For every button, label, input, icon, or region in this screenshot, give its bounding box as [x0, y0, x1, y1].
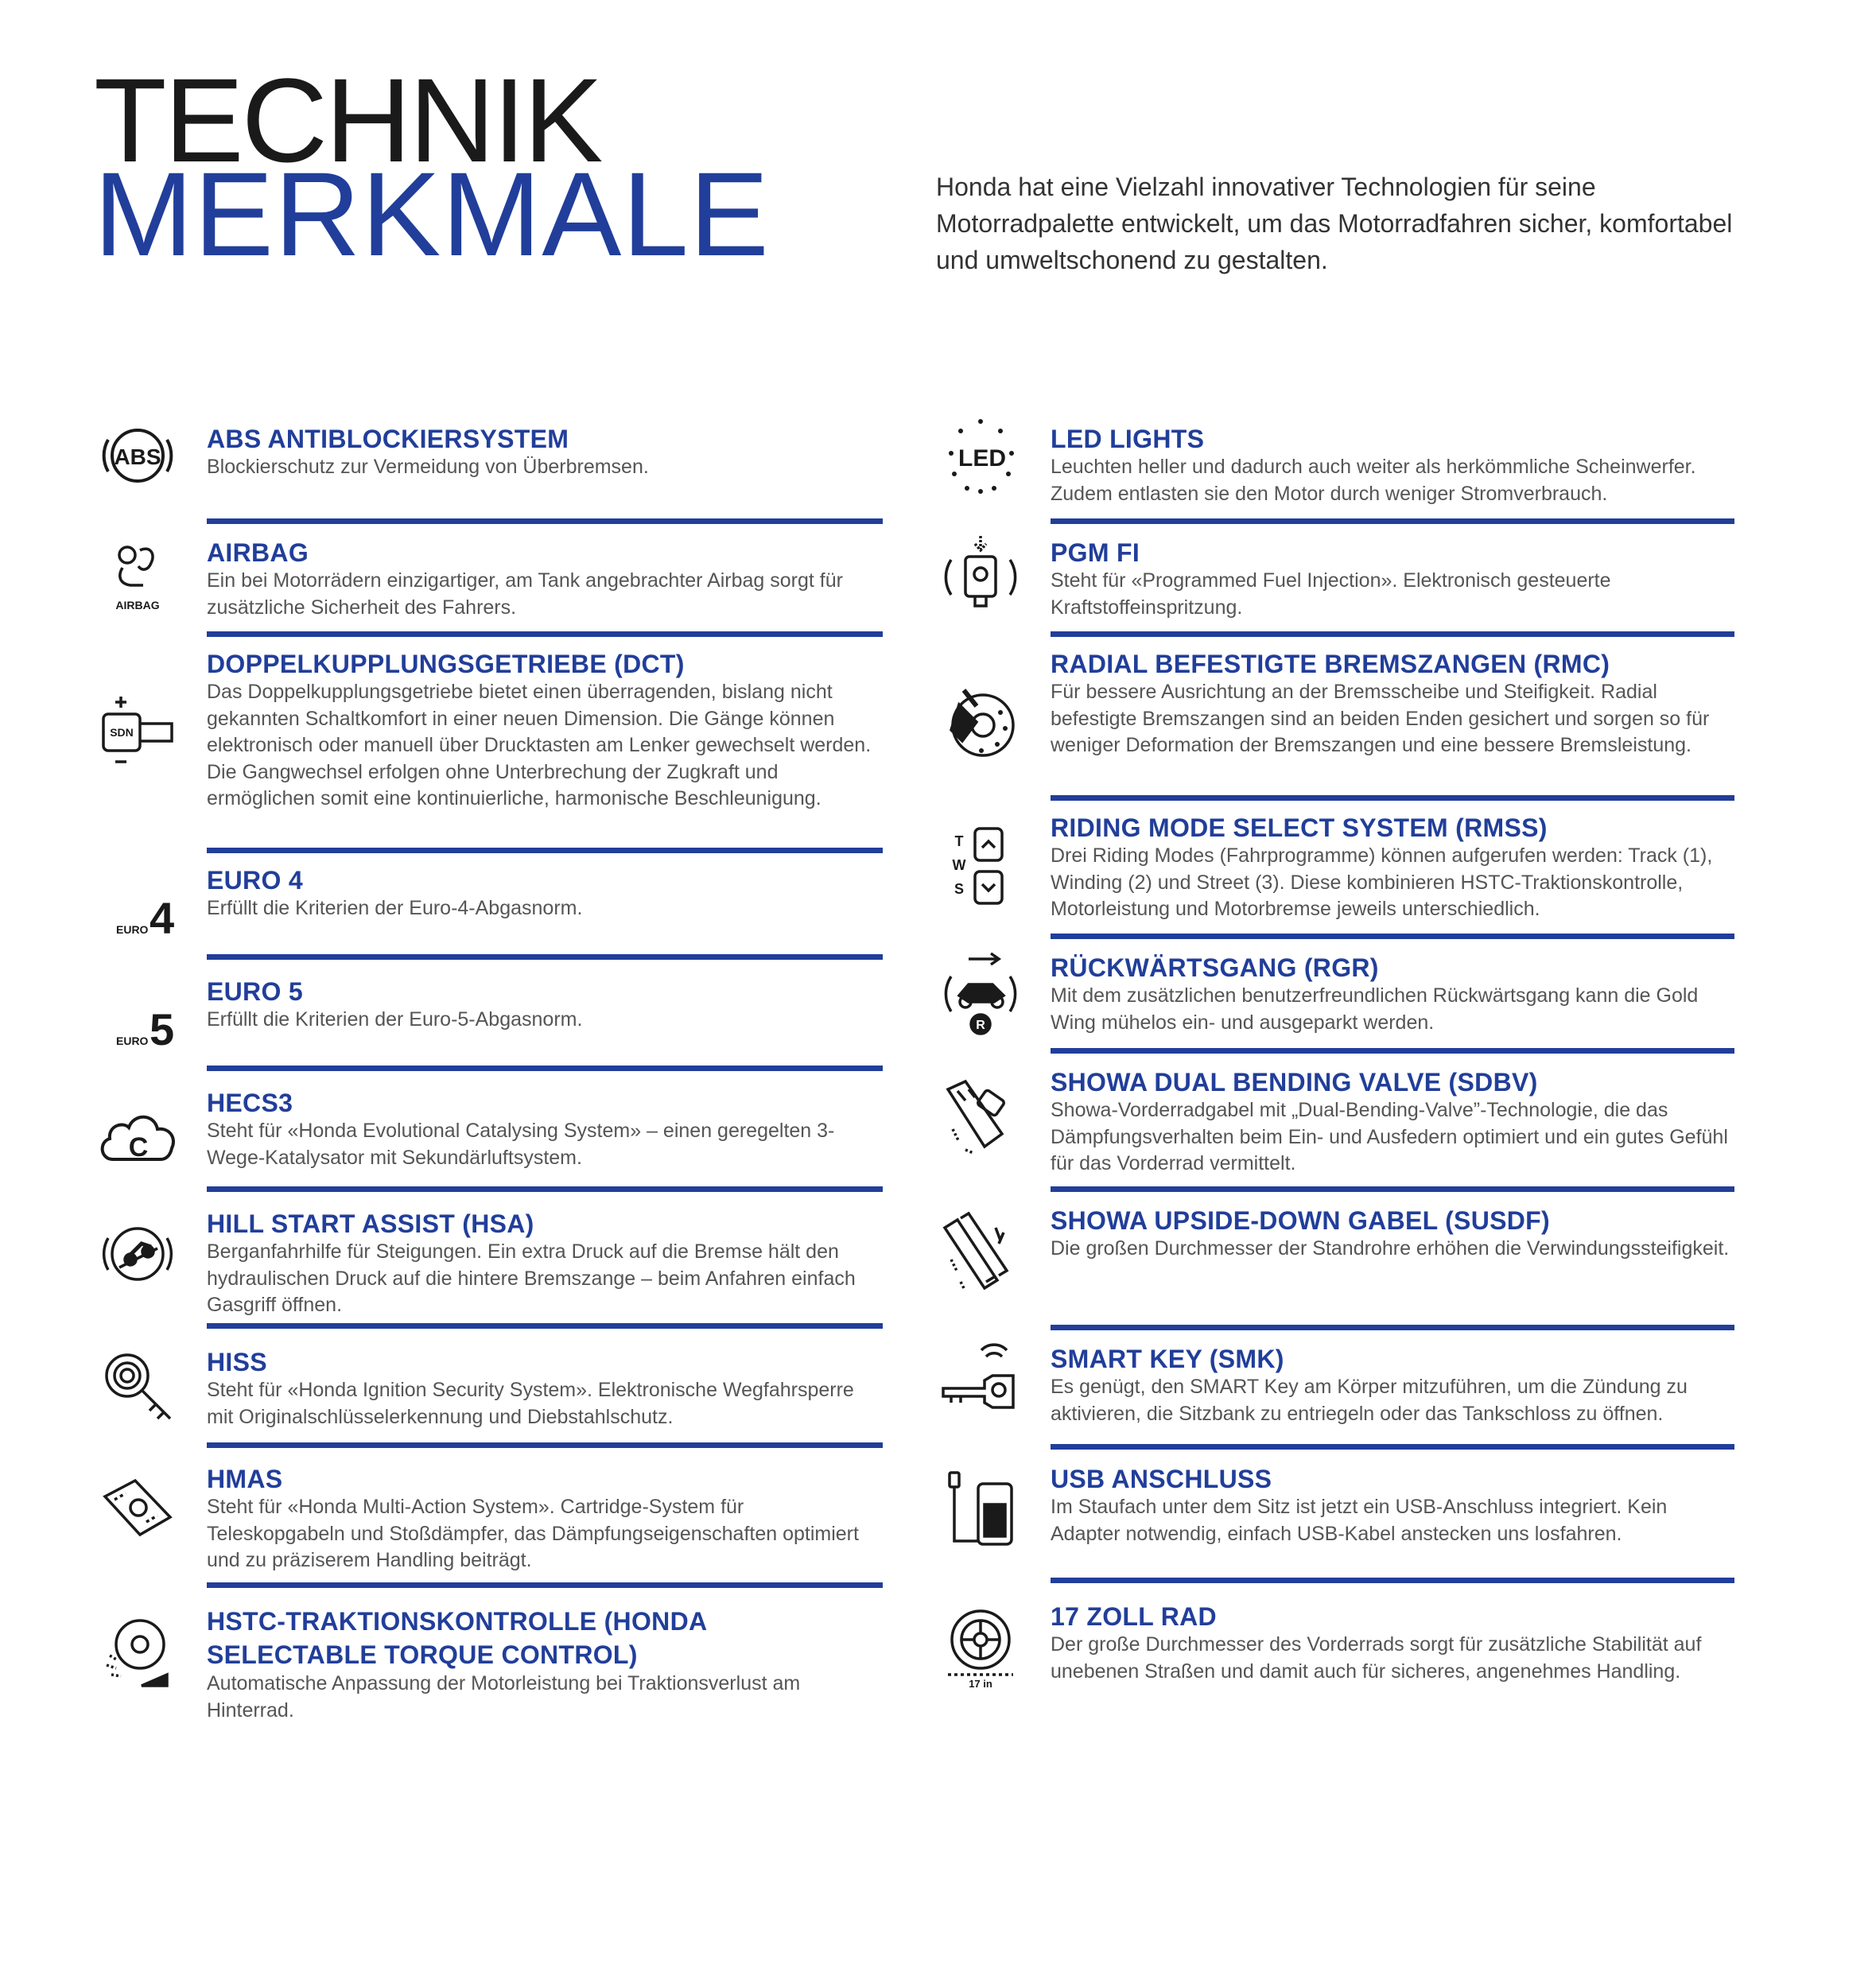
divider-rule — [207, 518, 883, 524]
feature-title: ABS ANTIBLOCKIERSYSTEM — [207, 425, 569, 453]
pgm-fi-icon — [937, 528, 1024, 615]
smart-key-icon — [937, 1339, 1024, 1427]
feature-description: Steht für «Honda Multi-Action System». Cartridge-System für Teleskopgabeln und Stoßdämpfer, das Dämpfungseigenschaften optimiert und zu präziserem Handling beiträgt. — [207, 1496, 859, 1571]
feature-description: Erfüllt die Kriterien der Euro-5-Abgasnorm. — [207, 1008, 583, 1031]
divider-rule — [207, 1066, 883, 1071]
feature-description: Steht für «Honda Evolutional Catalysing System» – einen geregelten 3-Wege-Katalysator mit Sekundärluftsystem. — [207, 1120, 835, 1169]
title-line-merkmale: MERKMALE — [94, 147, 770, 281]
svg-text:17 in: 17 in — [969, 1678, 992, 1690]
sdbv-fork-icon — [937, 1073, 1024, 1161]
divider-rule — [1051, 1444, 1734, 1450]
feature-description: Showa-Vorderradgabel mit „Dual-Bending-Valve”-Technologie, die das Dämpfungsverhalten beim Ein- und Ausfedern optimiert und ein gutes Gefühl für das Vorderrad vermittelt. — [1051, 1099, 1728, 1174]
led-icon — [937, 412, 1024, 499]
divider-rule — [207, 631, 883, 637]
feature-description: Erfüllt die Kriterien der Euro-4-Abgasnorm. — [207, 897, 583, 919]
riding-mode-icon — [937, 824, 1024, 911]
divider-rule — [207, 1323, 883, 1329]
feature-title: EURO 4 — [207, 866, 303, 895]
usd-fork-icon — [937, 1209, 1024, 1296]
feature-description: Im Staufach unter dem Sitz ist jetzt ein USB-Anschluss integriert. Kein Adapter notwendig, einfach USB-Kabel anstecken uns losfahren. — [1051, 1496, 1668, 1545]
feature-title: SHOWA DUAL BENDING VALVE (SDBV) — [1051, 1068, 1538, 1097]
feature-description: Berganfahrhilfe für Steigungen. Ein extra Druck auf die Bremse hält den hydraulischen Druck auf die hintere Bremszange – beim Anfahren einfach Gasgriff öffnen. — [207, 1240, 856, 1316]
divider-rule — [1051, 1325, 1734, 1330]
svg-text:ABS: ABS — [114, 444, 161, 469]
intro-text: Honda hat eine Vielzahl innovativer Technologien für seine Motorradpalette entwickelt, um das Motorradfahren sicher, komfortabel und umweltschonend zu gestalten. — [936, 173, 1733, 274]
svg-text:R: R — [976, 1019, 985, 1032]
svg-text:5: 5 — [150, 1004, 175, 1054]
airbag-icon — [94, 526, 181, 614]
abs-icon — [94, 412, 181, 499]
svg-text:W: W — [952, 857, 966, 873]
feature-title: AIRBAG — [207, 538, 309, 567]
svg-text:AIRBAG: AIRBAG — [115, 599, 160, 611]
divider-rule — [1051, 795, 1734, 801]
divider-rule — [1051, 518, 1734, 524]
divider-rule — [207, 848, 883, 853]
hstc-icon — [94, 1608, 181, 1695]
feature-title: HSTC-TRAKTIONSKONTROLLE (HONDA SELECTABLE TORQUE CONTROL) — [207, 1607, 707, 1669]
feature-description: Leuchten heller und dadurch auch weiter als herkömmliche Scheinwerfer. Zudem entlasten sie den Motor durch weniger Stromverbrauch. — [1051, 456, 1696, 505]
feature-title: 17 ZOLL RAD — [1051, 1602, 1217, 1631]
feature-title: HECS3 — [207, 1089, 293, 1117]
svg-text:4: 4 — [150, 893, 175, 943]
feature-title: SMART KEY (SMK) — [1051, 1345, 1284, 1373]
feature-title: DOPPELKUPPLUNGSGETRIEBE (DCT) — [207, 650, 685, 678]
feature-description: Automatische Anpassung der Motorleistung bei Traktionsverlust am Hinterrad. — [207, 1672, 801, 1722]
divider-rule — [207, 1186, 883, 1192]
feature-description: Drei Riding Modes (Fahrprogramme) können aufgerufen werden: Track (1), Winding (2) und Street (3). Diese kombinieren HSTC-Traktionskontrolle, Motorleistung und Motorbremse jeweils unterschiedlich. — [1051, 844, 1713, 920]
feature-title: RIDING MODE SELECT SYSTEM (RMSS) — [1051, 813, 1548, 842]
svg-text:EURO: EURO — [116, 1035, 149, 1047]
divider-rule — [1051, 934, 1734, 939]
euro4-icon — [94, 871, 181, 959]
brake-caliper-icon — [937, 681, 1024, 768]
feature-description: Es genügt, den SMART Key am Körper mitzuführen, um die Zündung zu aktivieren, die Sitzbank zu entriegeln oder das Tankschloss zu öffnen. — [1051, 1376, 1688, 1425]
feature-description: Steht für «Programmed Fuel Injection». Elektronisch gesteuerte Kraftstoffeinspritzung. — [1051, 569, 1611, 619]
hiss-key-icon — [94, 1344, 181, 1431]
svg-text:S: S — [954, 881, 965, 897]
svg-text:C: C — [128, 1132, 149, 1163]
reverse-gear-icon — [937, 951, 1024, 1038]
svg-text:EURO: EURO — [116, 923, 149, 936]
feature-title: RÜCKWÄRTSGANG (RGR) — [1051, 953, 1379, 982]
divider-rule — [1051, 1578, 1734, 1583]
hecs3-cloud-icon — [94, 1091, 181, 1178]
divider-rule — [207, 954, 883, 960]
hmas-icon — [94, 1465, 181, 1552]
hill-start-icon — [94, 1210, 181, 1298]
feature-description: Der große Durchmesser des Vorderrads sorgt für zusätzliche Stabilität auf unebenen Straßen und damit auch für sicheres, angenehmes Handling. — [1051, 1633, 1702, 1683]
feature-title: HILL START ASSIST (HSA) — [207, 1209, 534, 1238]
divider-rule — [1051, 1186, 1734, 1192]
divider-rule — [207, 1582, 883, 1588]
feature-description: Blockierschutz zur Vermeidung von Überbremsen. — [207, 456, 649, 478]
divider-rule — [1051, 1048, 1734, 1054]
page-title — [94, 53, 770, 281]
feature-title: SHOWA UPSIDE-DOWN GABEL (SUSDF) — [1051, 1206, 1550, 1235]
title-line-technik: TECHNIK — [94, 53, 601, 187]
feature-title: LED LIGHTS — [1051, 425, 1205, 453]
feature-description: Steht für «Honda Ignition Security System». Elektronische Wegfahrsperre mit Originalschlüsselerkennung und Diebstahlschutz. — [207, 1379, 854, 1428]
svg-text:LED: LED — [958, 445, 1006, 472]
feature-description: Mit dem zusätzlichen benutzerfreundlichen Rückwärtsgang kann die Gold Wing mühelos ein- und ausgeparkt werden. — [1051, 984, 1699, 1034]
feature-description: Für bessere Ausrichtung an der Bremsscheibe und Steifigkeit. Radial befestigte Bremszangen sind an beiden Enden gesichert und sorgen so für weniger Deformation der Bremszangen und eine bessere Bremsleistung. — [1051, 681, 1710, 756]
feature-title: PGM FI — [1051, 538, 1140, 567]
wheel-17-icon — [937, 1603, 1024, 1691]
feature-description: Die großen Durchmesser der Standrohre erhöhen die Verwindungssteifigkeit. — [1051, 1237, 1730, 1260]
svg-text:T: T — [954, 833, 964, 849]
divider-rule — [207, 1442, 883, 1448]
dct-icon — [94, 689, 181, 776]
feature-title: EURO 5 — [207, 977, 303, 1006]
feature-title: HISS — [207, 1348, 267, 1376]
feature-title: USB ANSCHLUSS — [1051, 1465, 1272, 1493]
feature-title: RADIAL BEFESTIGTE BREMSZANGEN (RMC) — [1051, 650, 1610, 678]
feature-description: Ein bei Motorrädern einzigartiger, am Tank angebrachter Airbag sorgt für zusätzliche Sicherheit des Fahrers. — [207, 569, 843, 619]
feature-title: HMAS — [207, 1465, 283, 1493]
svg-text:SDN: SDN — [110, 726, 134, 739]
feature-description: Das Doppelkupplungsgetriebe bietet einen überragenden, bislang nicht gekannten Schaltkomfort in einer neuen Dimension. Die Gänge können elektronisch oder manuell über Drucktasten am Lenker gewechselt werden. Die Gangwechsel erfolgen ohne Unterbrechung der Zugkraft und ermöglichen somit eine kontinuierliche, harmonische Beschleunigung. — [207, 681, 872, 809]
divider-rule — [1051, 631, 1734, 637]
usb-icon — [937, 1465, 1024, 1552]
euro5-icon — [94, 983, 181, 1070]
